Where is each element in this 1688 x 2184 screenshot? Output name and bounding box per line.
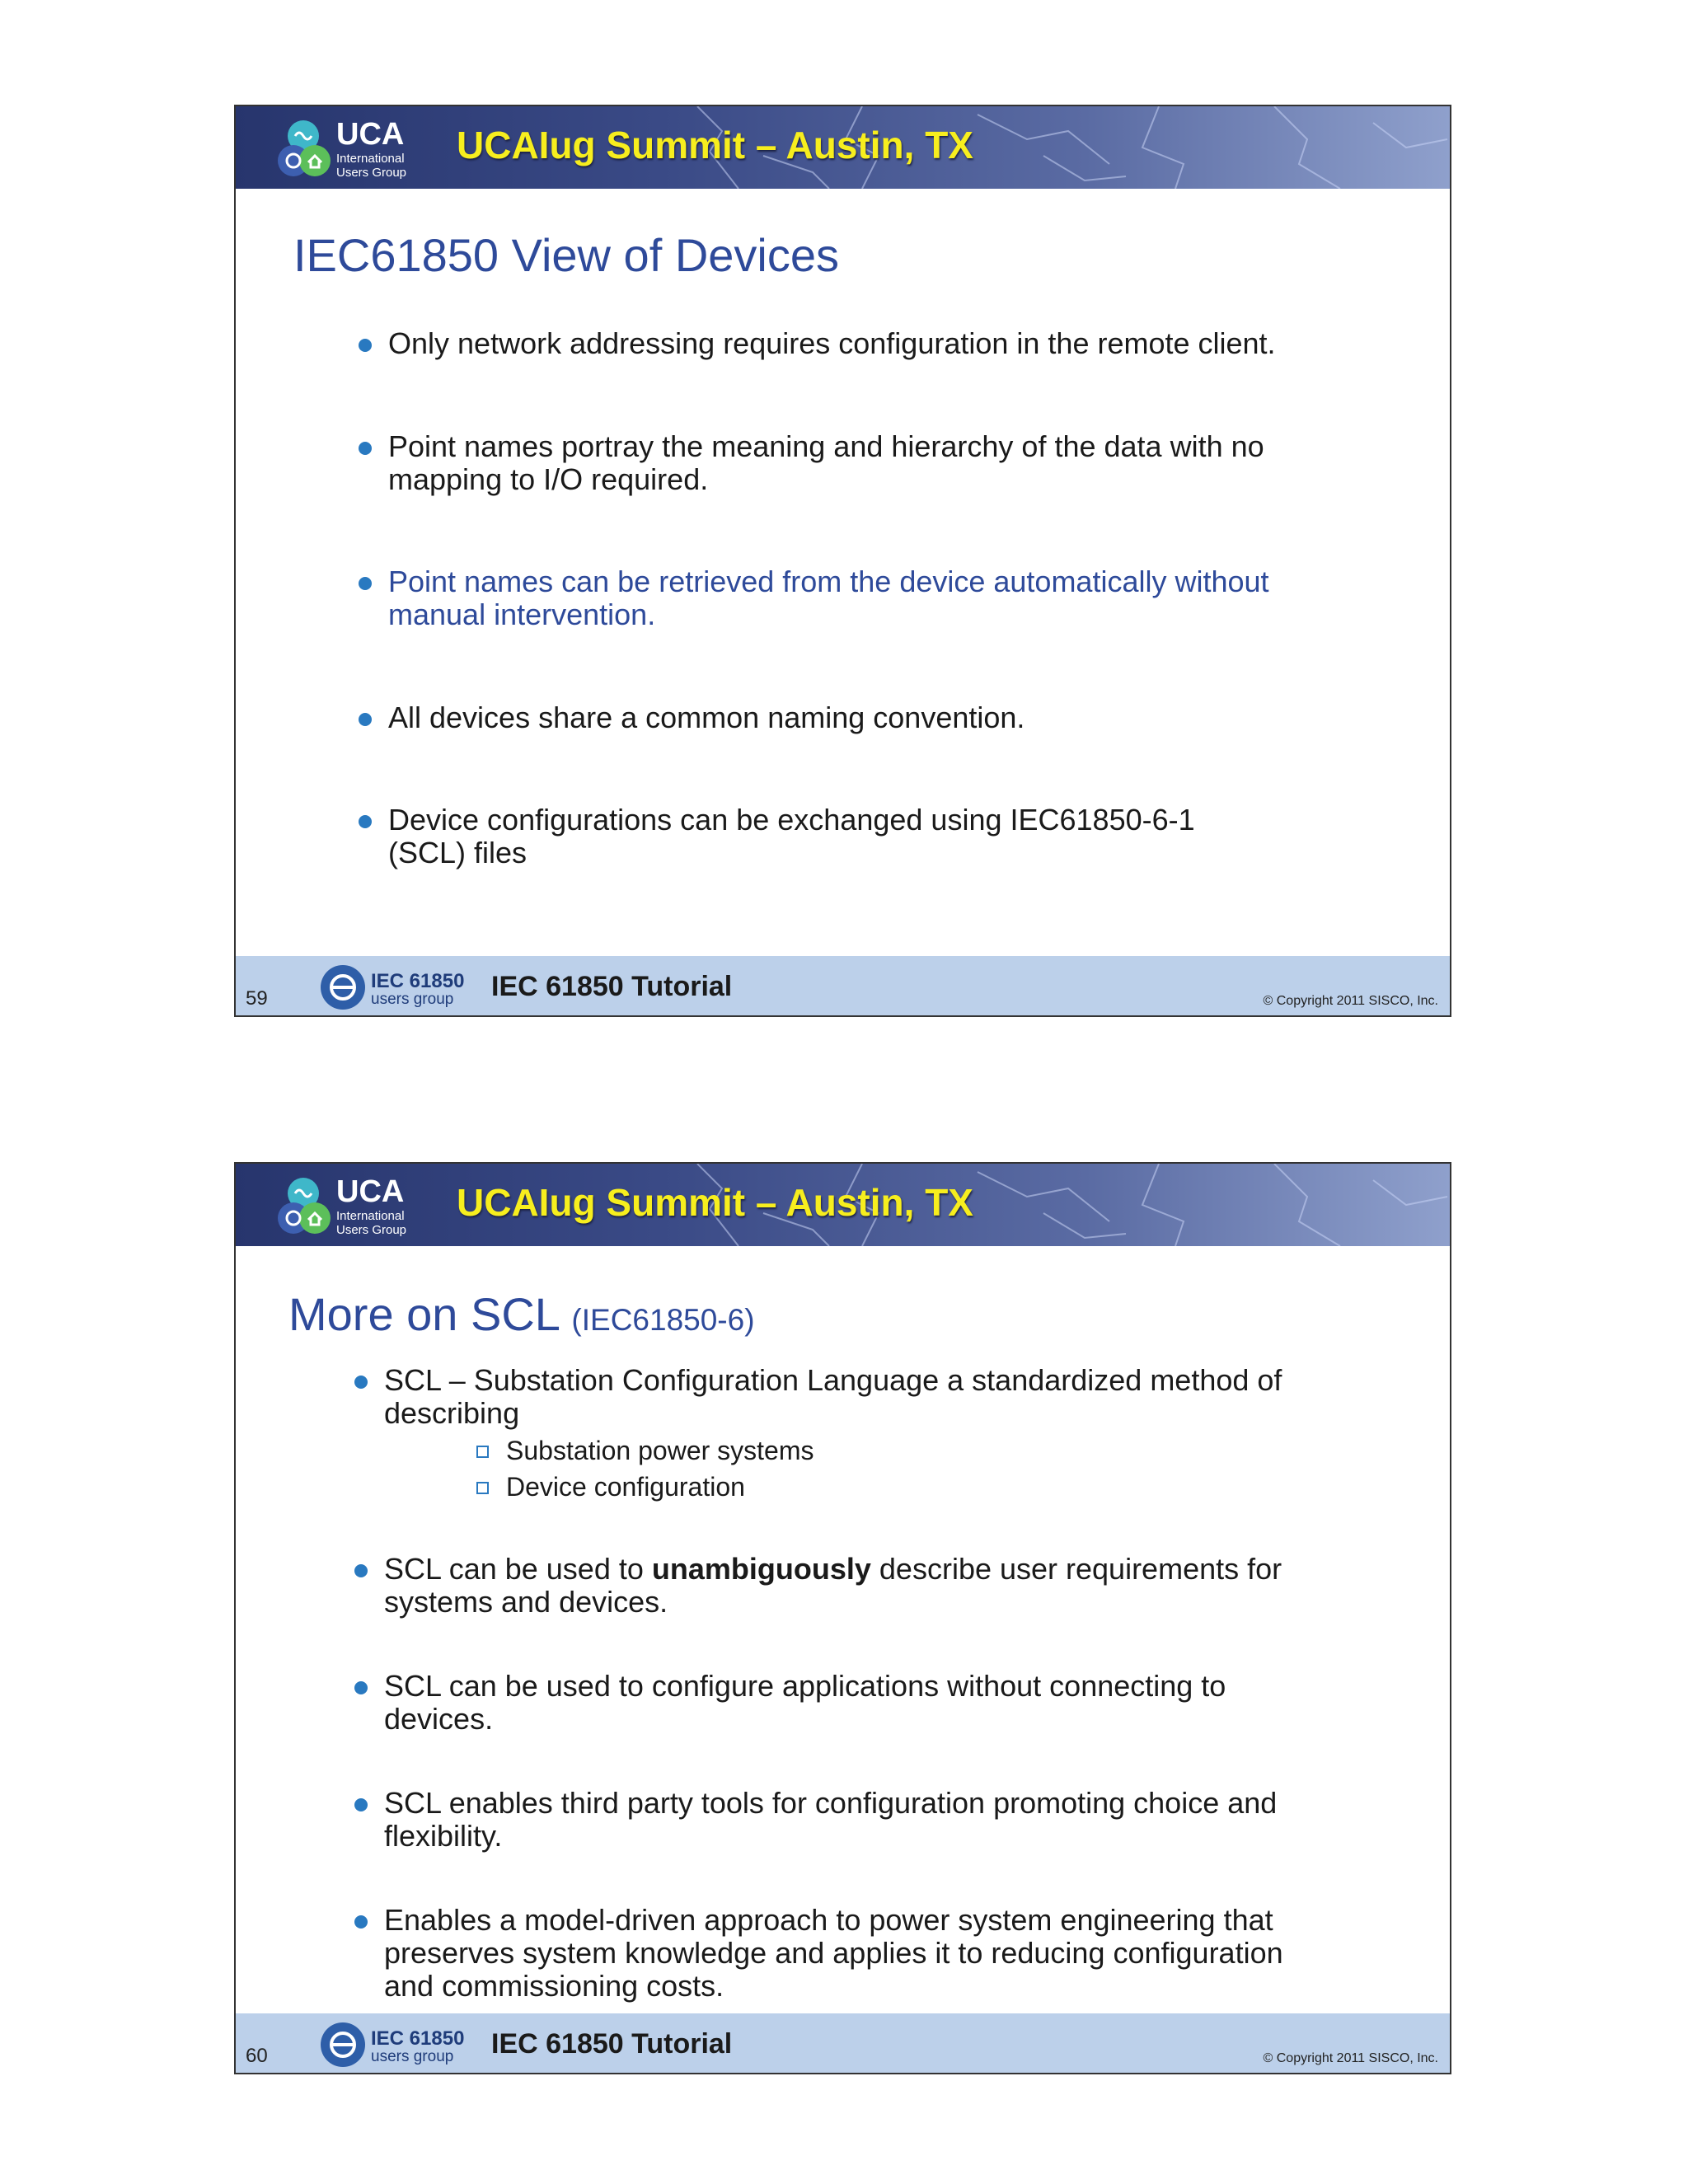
svg-text:IEC 61850: IEC 61850 <box>371 2027 465 2050</box>
square-bullet-icon <box>476 1446 489 1458</box>
slide-title-main: More on SCL <box>288 1288 559 1340</box>
bullet-dot-icon <box>359 713 372 726</box>
iec61850-users-group-logo <box>318 2020 483 2069</box>
bullet-dot-icon <box>359 577 372 590</box>
page-number: 59 <box>246 987 268 1010</box>
sub-list-item: Substation power systems <box>506 1436 814 1466</box>
bullet-item: Only network addressing requires configuration in the remote client. <box>388 327 1276 360</box>
svg-text:IEC 61850: IEC 61850 <box>371 970 465 992</box>
uca-logo <box>277 1169 483 1243</box>
bullet-dot-icon <box>359 815 372 828</box>
svg-text:UCA: UCA <box>336 117 405 152</box>
slide-title-sub: (IEC61850-6) <box>571 1303 755 1337</box>
bullet-dot-icon <box>354 1564 368 1577</box>
svg-text:UCA: UCA <box>336 1174 405 1209</box>
sub-list-item: Device configuration <box>506 1472 745 1502</box>
footer-title: IEC 61850 Tutorial <box>491 971 733 1002</box>
banner-title: UCAIug Summit – Austin, TX <box>457 1181 973 1224</box>
bullet-item: SCL can be used to unambiguously describe user requirements for systems and devices. <box>384 1553 1282 1619</box>
slide-title <box>288 1287 755 1341</box>
slide-banner <box>236 106 1450 189</box>
bullet-item: Enables a model-driven approach to power system engineering that preserves system knowledge and applies it to reducing configuration and commissioning costs. <box>384 1904 1283 2003</box>
svg-text:users group: users group <box>371 2048 454 2065</box>
slide-banner <box>236 1164 1450 1246</box>
bullet-item: All devices share a common naming convention. <box>388 701 1025 734</box>
bullet-dot-icon <box>359 339 372 352</box>
square-bullet-icon <box>476 1482 489 1494</box>
copyright: © Copyright 2011 SISCO, Inc. <box>1263 2051 1438 2065</box>
banner-title: UCAIug Summit – Austin, TX <box>457 124 973 166</box>
svg-text:Users Group: Users Group <box>336 1223 407 1237</box>
bullet-item: SCL – Substation Configuration Language a standardized method of describing <box>384 1364 1282 1430</box>
bullet-dot-icon <box>354 1376 368 1389</box>
footer-title: IEC 61850 Tutorial <box>491 2028 733 2060</box>
slide-title: IEC61850 View of Devices <box>293 229 839 281</box>
uca-logo <box>277 111 483 185</box>
copyright: © Copyright 2011 SISCO, Inc. <box>1263 994 1438 1008</box>
bullet-dot-icon <box>354 1915 368 1929</box>
emphasis-text: unambiguously <box>651 1552 871 1586</box>
page-number: 60 <box>246 2045 268 2067</box>
bullet-item: SCL can be used to configure applications without connecting to devices. <box>384 1670 1226 1736</box>
bullet-item: SCL enables third party tools for configuration promoting choice and flexibility. <box>384 1787 1277 1853</box>
bullet-item: Device configurations can be exchanged using IEC61850-6-1 (SCL) files <box>388 804 1195 869</box>
svg-text:International: International <box>336 1209 405 1223</box>
slide-59 <box>234 105 1451 1017</box>
slide-footer <box>236 2013 1450 2073</box>
bullet-dot-icon <box>359 442 372 455</box>
slide-footer <box>236 956 1450 1015</box>
bullet-item: Point names portray the meaning and hierarchy of the data with no mapping to I/O required. <box>388 430 1264 496</box>
slide-60 <box>234 1162 1451 2074</box>
svg-text:Users Group: Users Group <box>336 166 407 180</box>
iec61850-users-group-logo <box>318 963 483 1012</box>
bullet-dot-icon <box>354 1798 368 1811</box>
svg-text:users group: users group <box>371 991 454 1008</box>
svg-text:International: International <box>336 152 405 166</box>
bullet-item-highlighted: Point names can be retrieved from the device automatically without manual intervention. <box>388 565 1269 631</box>
bullet-dot-icon <box>354 1681 368 1694</box>
